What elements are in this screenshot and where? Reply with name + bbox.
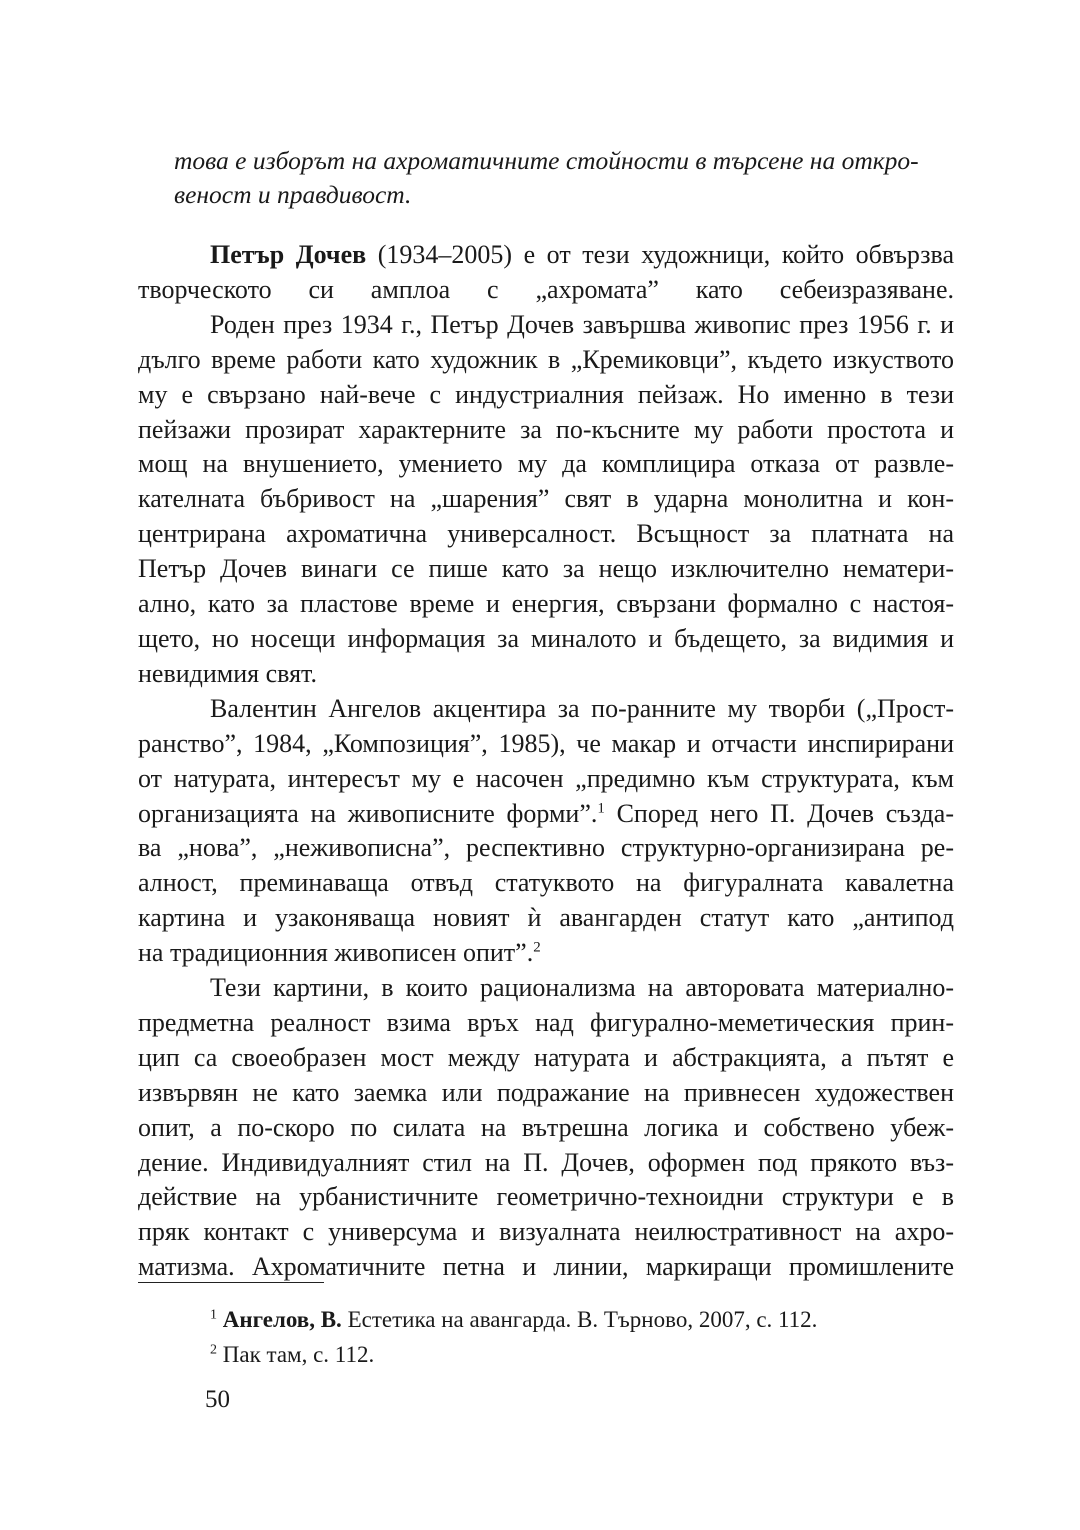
footnotes [210,1302,954,1372]
text-line: матизма. Ахроматичните петна и линии, маркиращи промишлените [138,1252,954,1282]
footnote-ref-2[interactable]: 2 [533,939,541,956]
paragraph-angelov [138,692,954,971]
text-line: дение. Индивидуалният стил на П. Дочев, оформен под прякото въз- [138,1147,954,1177]
paragraph-dochev-intro [138,238,954,308]
footnote-text: Естетика на авангарда. В. Търново, 2007, с. 112. [341,1307,818,1332]
footnote-number: 1 [210,1307,217,1323]
text-line: пряк контакт с универсума и визуалната неилюстративност на ахро- [138,1217,954,1247]
text-line: щето, но носещи информация за миналото и бъдещето, за видимия и [138,623,954,653]
footnote-number: 2 [210,1342,217,1358]
text-line: Валентин Ангелов акцентира за по-ранните му творби („Прост- [210,693,954,723]
text-line: Тези картини, в които рационализма на авторовата материално- [210,973,954,1003]
page-number: 50 [205,1386,230,1413]
text-line: организацията на живописните форми”.$^1$ Според него П. Дочев създа- [138,798,954,828]
text-line: ално, като за пластове време и енергия, свързани формално с настоя- [138,589,954,619]
bold-name: Петър Дочев [210,240,367,269]
text-line: центрирана ахроматична универсалност. Всъщност за платната на [138,519,954,549]
footnote-1 [210,1302,954,1337]
text-line: невидимия свят. [138,658,317,688]
quote-line: това е изборът на ахроматичните стойности в търсене на откро- [174,146,919,175]
footnote-text: Пак там, с. 112. [222,1342,375,1367]
paragraph-paintings [138,971,954,1285]
text-line: дълго време работи като художник в „Кремиковци”, където изкуството [138,344,954,374]
text-line: от натурата, интересът му е насочен „предимно към структурата, към [138,763,954,793]
text-line: ранство”, 1984, „Композиция”, 1985), че макар и отчасти инспирирани [138,728,954,758]
text-line: творческото си амплоа с „ахромата” като себеизразяване. [138,274,954,304]
text-line: картина и узаконяваща новият ѝ авангарден статут като „антипод [138,903,954,933]
footnote-divider [138,1282,324,1283]
footnote-author: Ангелов, В. [222,1307,342,1332]
text-line: опит, а по-скоро по силата на вътрешна логика и собствено убеж- [138,1112,954,1142]
quote-line: веност и правдивост. [174,180,412,209]
paragraph-biography [138,308,954,692]
text-line: алност, преминаваща отвъд статуквото на фигуралната кавалетна [138,868,954,898]
footnote-2 [210,1337,954,1372]
text-line: ва „нова”, „неживописна”, респективно структурно-организирана ре- [138,833,954,863]
text-line: Роден през 1934 г., Петър Дочев завършва живопис през 1956 г. и [210,309,954,339]
text-line: кателната бъбривост на „шарения” свят в ударна монолитна и кон- [138,484,954,514]
text-line: Петър Дочев винаги се пише като за нещо изключително нематери- [138,554,954,584]
footnote-ref-1[interactable]: 1 [597,799,605,816]
text-line: мощ на внушението, умението му да комплицира отказа от развле- [138,449,954,479]
text-line: пейзажи прозират характерните за по-късните му работи простота и [138,414,954,444]
text-line: извървян не като заемка или подражание на привнесен художествен [138,1077,954,1107]
text-line: цип са своеобразен мост между натурата и абстракцията, а пътят е [138,1042,954,1072]
italic-quote [174,144,954,212]
body-text [138,238,954,1285]
text-line: Петър Дочев (1934–2005) е от тези художници, който обвързва [210,240,954,269]
text-line: на традиционния живописен опит”.$^2$ [138,938,541,968]
text-line: предметна реалност взима връх над фигурално-меметическия прин- [138,1007,954,1037]
text-line: действие на урбанистичните геометрично-техноидни структури е в [138,1182,954,1212]
text-line: му е свързано най-вече с индустриалния пейзаж. Но именно в тези [138,379,954,409]
